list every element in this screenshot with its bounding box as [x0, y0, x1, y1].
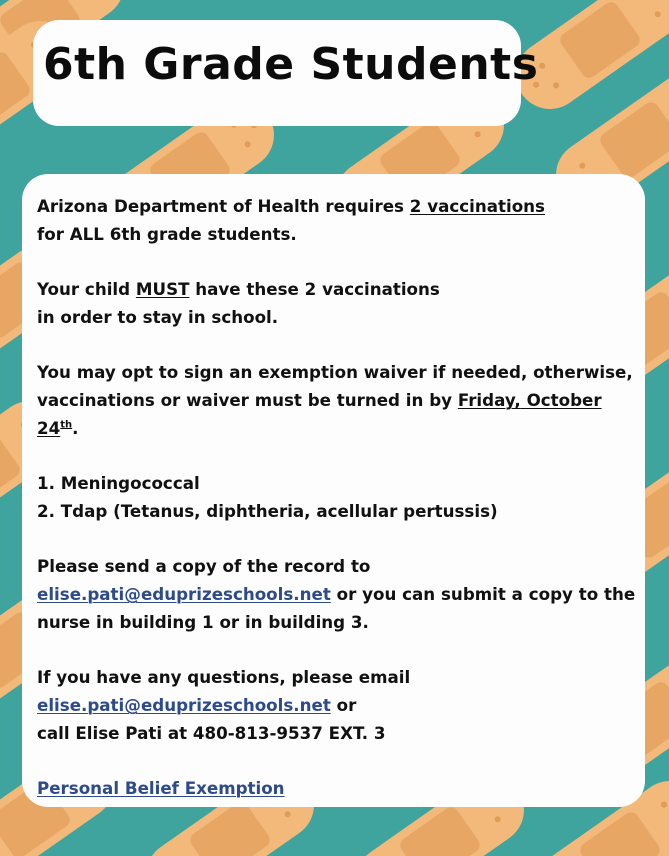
stay-in-school-text: in order to stay in school. [37, 307, 279, 327]
submit-alternative: or you can submit a copy to the [330, 584, 636, 604]
deadline-suffix: th [60, 419, 73, 431]
paragraph-questions [37, 663, 639, 747]
email-link[interactable]: elise.pati@eduprizeschools.net [37, 584, 331, 604]
vaccine-list [37, 469, 639, 525]
title-card [33, 20, 539, 126]
deadline-day: Friday, [457, 390, 521, 410]
phone-contact-text: call Elise Pati at 480-813-9537 EXT. 3 [37, 723, 386, 743]
submit-instruction: Please send a copy of the record to [37, 556, 371, 576]
personal-belief-exemption-link[interactable]: Personal Belief Exemption [37, 778, 285, 798]
paragraph-submit [37, 552, 639, 636]
vaccination-count: 2 vaccinations [409, 196, 545, 216]
deadline-date: October 24 [37, 390, 602, 438]
must-text-pre: Your child [37, 279, 136, 299]
requirement-text: Arizona Department of Health requires [37, 196, 410, 216]
list-item: 2. Tdap (Tetanus, diphtheria, acellular pertussis) [37, 501, 498, 521]
requirement-scope: for ALL 6th grade students. [37, 224, 297, 244]
page-title: 6th Grade Students [43, 39, 539, 90]
deadline-text-pre: vaccinations or waiver must be turned in by [37, 390, 458, 410]
list-item: 1. Meningococcal [37, 473, 200, 493]
paragraph-must [37, 275, 639, 331]
must-emphasis: MUST [135, 279, 190, 299]
notice-body [37, 192, 639, 802]
questions-text: If you have any questions, please email [37, 667, 411, 687]
questions-or: or [330, 695, 357, 715]
content-card [22, 174, 645, 807]
exemption-text: You may opt to sign an exemption waiver if needed, otherwise, [37, 362, 633, 382]
must-text-post: have these 2 vaccinations [189, 279, 440, 299]
paragraph-requirement [37, 192, 639, 248]
deadline-period: . [72, 418, 79, 438]
email-link[interactable]: elise.pati@eduprizeschools.net [37, 695, 331, 715]
nurse-location-text: nurse in building 1 or in building 3. [37, 612, 369, 632]
paragraph-deadline [37, 358, 639, 442]
